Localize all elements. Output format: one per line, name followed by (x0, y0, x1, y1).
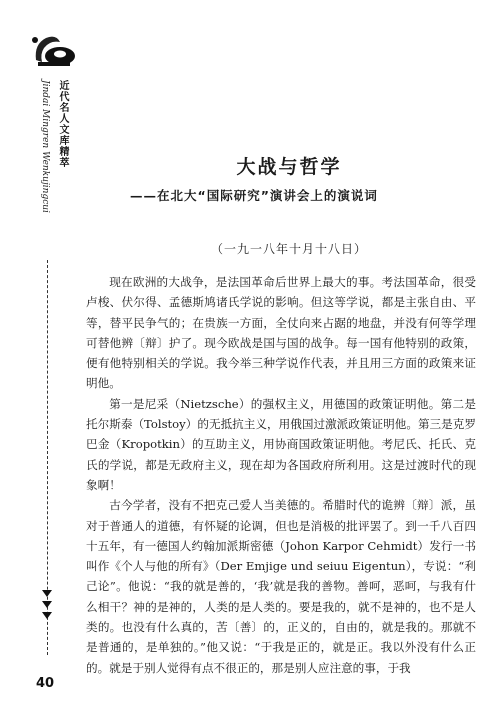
article-body (86, 272, 476, 678)
down-arrow-icon (42, 590, 52, 597)
sidebar (0, 0, 80, 708)
article-date: （一九一八年十月十八日） (210, 242, 367, 256)
series-title: 近代名人文库精萃 (57, 80, 68, 168)
down-arrow-icon (42, 601, 52, 608)
arrow-markers (42, 590, 54, 623)
paragraph: 现在欧洲的大战争，是法国革命后世界上最大的事。考法国革命，很受卢梭、伏尔得、孟德斯鸠诸氏学说的影响。但这等学说，都是主张自由、平等，替平民争气的；在贵族一方面，全仗向来占踞的地盘，并没有何等学理可替他辨〔辩〕护了。现今欧战是国与国的战争。每一国有他特别的政策，便有他特别相关的学说。我今举三种学说作代表，并且用三方面的政策来证明他。 (86, 275, 476, 391)
page-number: 40 (36, 676, 55, 691)
paragraph: 第一是尼采（Nietzsche）的强权主义，用德国的政策证明他。第二是托尔斯泰（Tolstoy）的无抵抗主义，用俄国过激派政策证明他。第三是克罗巴金（Kropotkin）的互助主义，用协商国政策证明他。考尼氏、托氏、克氏的学说，都是无政府主义，现在却为各国政府所利用。这是过渡时代的现象啊！ (86, 396, 476, 492)
series-pinyin: Jindai Mingren Wenkujingcui (40, 80, 50, 213)
article-subtitle: ——在北大“国际研究”演讲会上的演说词 (130, 188, 378, 203)
down-arrow-icon (42, 612, 52, 619)
phonograph-logo-icon (30, 30, 76, 70)
article-title: 大战与哲学 (236, 156, 342, 178)
paragraph: 古今学者，没有不把克己爱人当美德的。希腊时代的诡辨〔辩〕派，虽对于普通人的道德，有怀疑的论调，但也是消极的批评罢了。到一千八百四十五年，有一德国人约翰加派斯密德（Johon Karpor Cehmidt）发行一书叫作《个人与他的所有》（Der Emjige und seiuu Eigentun），专说：“利己论”。他说：“我的就是善的，‘我’就是我的善物。善呵，恶呵，与我有什么相干？神的是神的，人类的是人类的。要是我的，就不是神的，也不是人类的。也没有什么真的，苦〔善〕的，正义的，自由的，就是我的。那就不是普通的，是单独的。”他又说：“于我是正的，就是正。我以外没有什么正的。就是于别人觉得有点不很正的，那是别人应注意的事，于我 (86, 498, 476, 675)
